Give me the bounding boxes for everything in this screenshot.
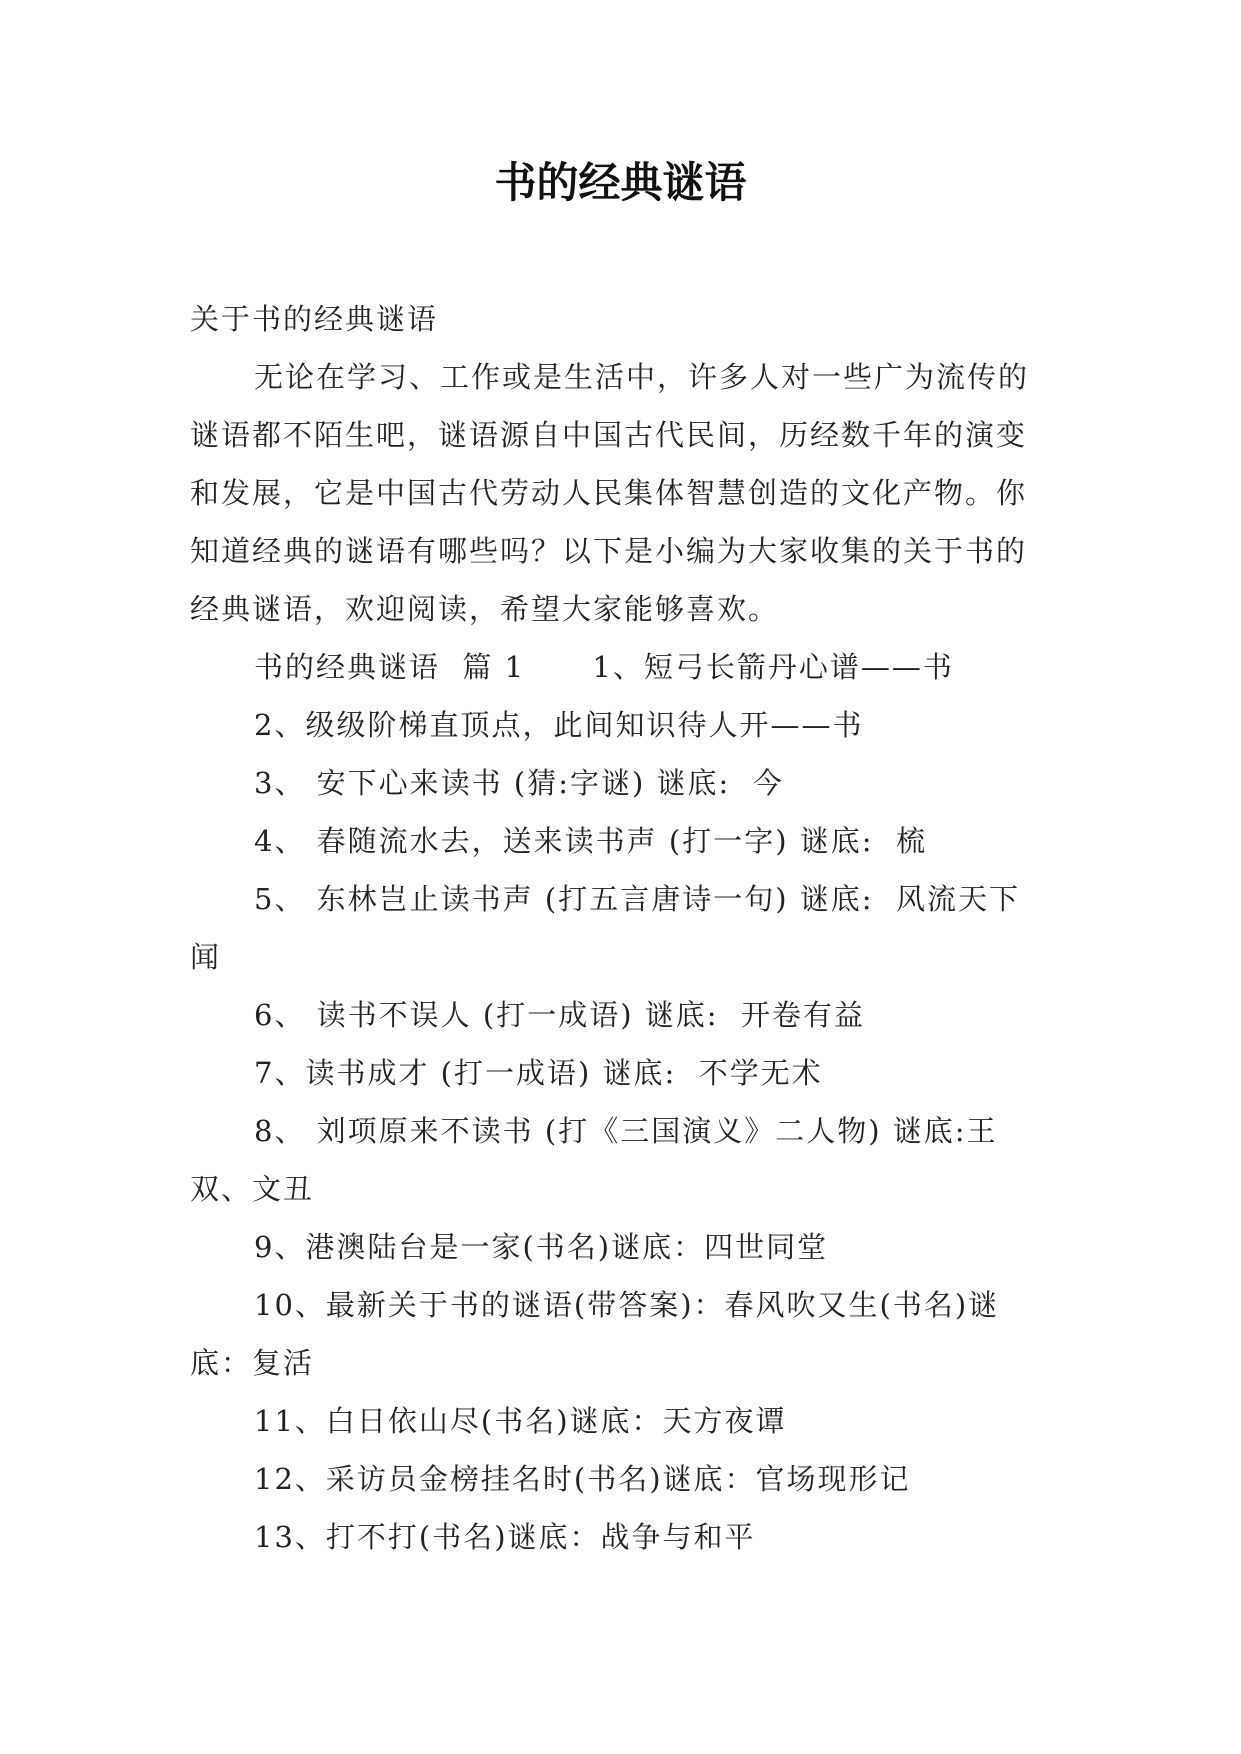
riddle-item: 书的经典谜语 篇 1 1、短弓长箭丹心谱——书 [254, 650, 954, 684]
intro-paragraph: 无论在学习、工作或是生活中，许多人对一些广为流传的谜语都不陌生吧，谜语源自中国古代民间，历经数千年的演变和发展，它是中国古代劳动人民集体智慧创造的文化产物。你知道经典的谜语有哪些吗？以下是小编为大家收集的关于书的经典谜语，欢迎阅读，希望大家能够喜欢。 [190, 360, 1030, 626]
riddle-item: 2、级级阶梯直顶点，此间知识待人开——书 [254, 708, 864, 742]
riddle-item: 4、 春随流水去，送来读书声 (打一字) 谜底: 梳 [254, 824, 927, 858]
subtitle: 关于书的经典谜语 [190, 302, 439, 336]
document-body [190, 290, 1050, 1566]
riddle-item: 3、 安下心来读书 (猜:字谜) 谜底: 今 [254, 766, 784, 800]
riddle-item: 5、 东林岂止读书声 (打五言唐诗一句) 谜底: 风流天下闻 [190, 882, 1020, 974]
document-title: 书的经典谜语 [494, 158, 747, 207]
riddle-item: 7、读书成才 (打一成语) 谜底: 不学无术 [254, 1056, 823, 1090]
riddle-item: 9、港澳陆台是一家(书名)谜底：四世同堂 [254, 1230, 829, 1264]
riddle-item: 13、打不打(书名)谜底：战争与和平 [254, 1520, 756, 1554]
riddle-item: 12、采访员金榜挂名时(书名)谜底：官场现形记 [254, 1462, 911, 1496]
riddle-item: 10、最新关于书的谜语(带答案)：春风吹又生(书名)谜底：复活 [190, 1288, 1000, 1380]
riddle-item: 8、 刘项原来不读书 (打《三国演义》二人物) 谜底:王双、文丑 [190, 1114, 998, 1206]
riddle-item: 6、 读书不误人 (打一成语) 谜底: 开卷有益 [254, 998, 865, 1032]
riddle-item: 11、白日依山尽(书名)谜底：天方夜谭 [254, 1404, 787, 1438]
